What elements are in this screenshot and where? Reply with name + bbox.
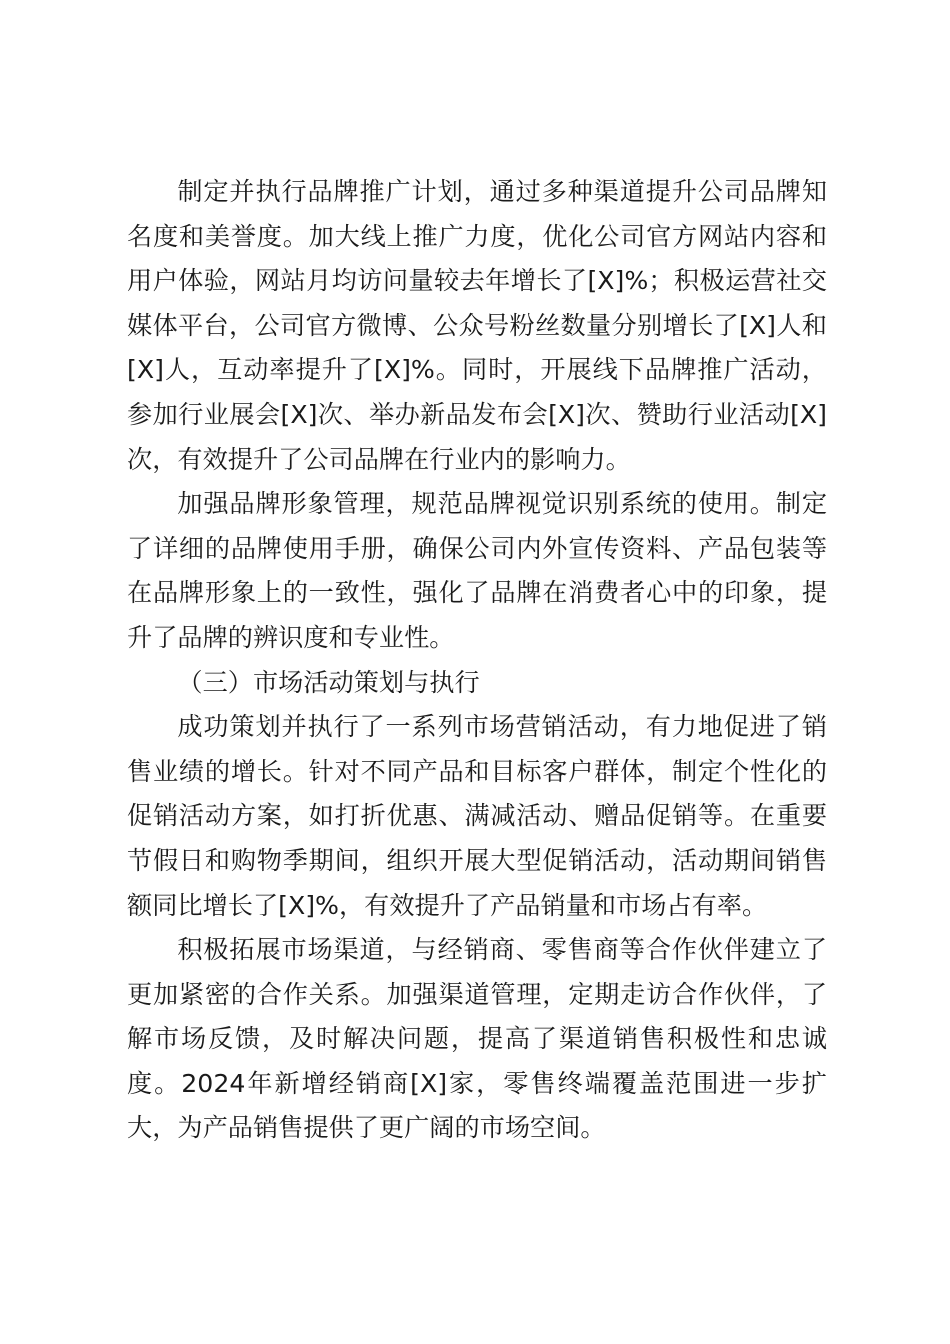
paragraph-marketing-campaigns: 成功策划并执行了一系列市场营销活动，有力地促进了销售业绩的增长。针对不同产品和目标客户群体，制定个性化的促销活动方案，如打折优惠、满减活动、赠品促销等。在重要节假日和购物季期间，组织开展大型促销活动，活动期间销售额同比增长了[X]%，有效提升了产品销量和市场占有率。	[127, 712, 827, 920]
document-body	[127, 170, 827, 1151]
paragraph-brand-promotion: 制定并执行品牌推广计划，通过多种渠道提升公司品牌知名度和美誉度。加大线上推广力度，优化公司官方网站内容和用户体验，网站月均访问量较去年增长了[X]%；积极运营社交媒体平台，公司官方微博、公众号粉丝数量分别增长了[X]人和[X]人，互动率提升了[X]%。同时，开展线下品牌推广活动，参加行业展会[X]次、举办新品发布会[X]次、赞助行业活动[X]次，有效提升了公司品牌在行业内的影响力。	[127, 177, 827, 474]
section-heading-market-activities: （三）市场活动策划与执行	[177, 667, 480, 697]
paragraph-brand-image: 加强品牌形象管理，规范品牌视觉识别系统的使用。制定了详细的品牌使用手册，确保公司内外宣传资料、产品包装等在品牌形象上的一致性，强化了品牌在消费者心中的印象，提升了品牌的辨识度和专业性。	[127, 489, 827, 652]
paragraph-channel-expansion: 积极拓展市场渠道，与经销商、零售商等合作伙伴建立了更加紧密的合作关系。加强渠道管理，定期走访合作伙伴，了解市场反馈，及时解决问题，提高了渠道销售积极性和忠诚度。2024年新增经销商[X]家，零售终端覆盖范围进一步扩大，为产品销售提供了更广阔的市场空间。	[127, 935, 827, 1143]
